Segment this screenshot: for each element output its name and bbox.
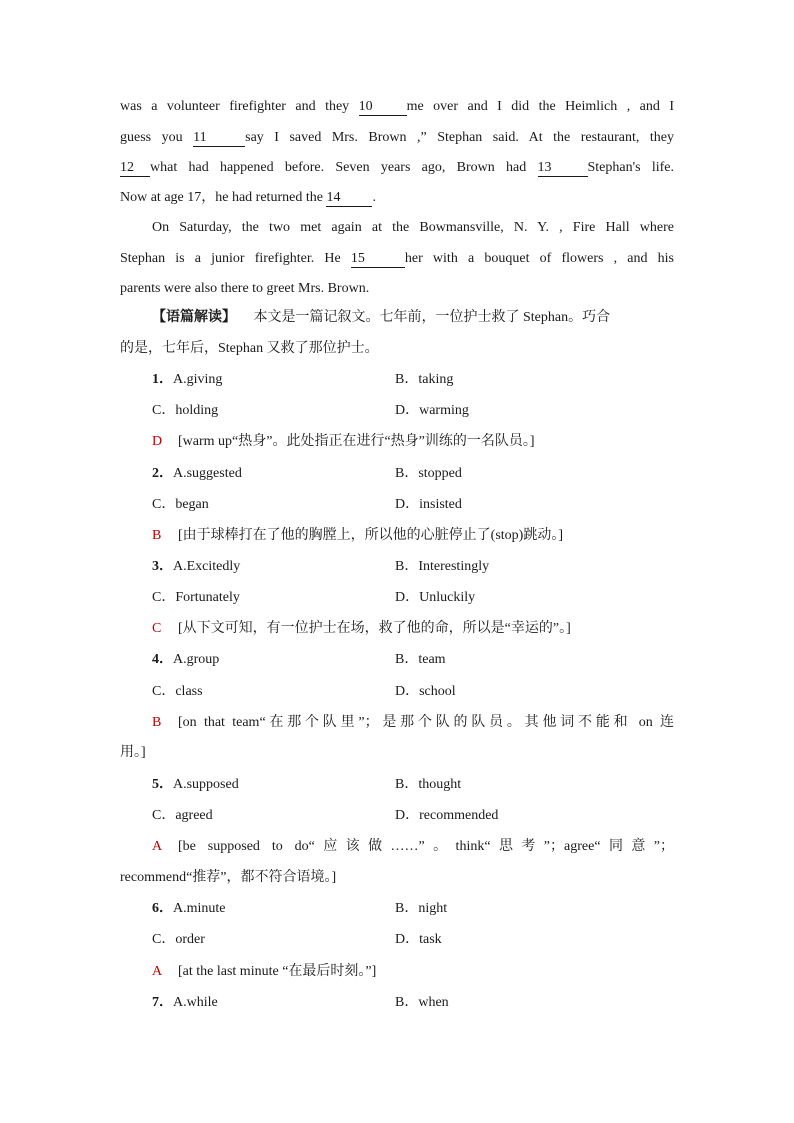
question-number: 7． [152,995,173,1010]
answer-letter: C [152,621,162,636]
question-5-option-d[interactable]: D．recommended [395,808,499,823]
answer-letter: B [152,528,162,543]
question-5-answer [152,837,674,857]
answer-explanation: [warm up“热身”。此处指正在进行“热身”训练的一名队员。] [178,434,535,449]
passage-text: me over and I did the Heimlich , and I [406,99,674,114]
question-3-option-a[interactable] [152,557,240,577]
passage-text: Stephan's life. [587,160,674,175]
question-1-option-d[interactable]: D．warming [395,403,469,418]
blank-15: 15 [351,251,405,268]
question-5-option-a[interactable] [152,775,239,795]
option-text: A.Excitedly [173,559,241,574]
question-2-option-d[interactable]: D．insisted [395,497,462,512]
option-text: A.suggested [173,466,242,481]
question-1-option-a[interactable] [152,370,222,390]
answer-letter: B [152,715,162,730]
question-4-option-b[interactable]: B．team [395,652,446,667]
answer-letter: A [152,964,163,979]
answer-explanation: [be supposed to do“应该做……”。think“思考”；agree“同意”； [178,839,674,854]
passage-text: Stephan is a junior firefighter. He [120,251,351,266]
question-4-answer [152,713,674,733]
passage-line-4 [120,188,674,208]
question-6-option-b[interactable]: B．night [395,901,448,916]
question-3-option-d[interactable]: D．Unluckily [395,590,476,605]
summary-title: 【语篇解读】 [152,310,236,325]
question-3-answer [152,619,571,639]
answer-letter: D [152,434,163,449]
passage-text: . [372,190,376,205]
question-2-option-a[interactable] [152,464,242,484]
summary-text: 本文是一篇记叙文。七年前，一位护士救了 Stephan。巧合 [253,310,611,325]
blank-14: 14 [326,190,372,207]
question-2-answer [152,526,563,546]
blank-11: 11 [193,130,245,147]
blank-13: 13 [538,160,588,177]
question-number: 2． [152,466,173,481]
passage-text: was a volunteer firefighter and they [120,99,359,114]
question-6-option-d[interactable]: D．task [395,932,442,947]
passage-line-6 [120,249,674,269]
question-6-answer [152,962,376,982]
question-5-answer-cont: recommend“推荐”，都不符合语境。] [120,870,337,885]
passage-text: say I saved Mrs. Brown ,” Stephan said. At the restaurant, they [245,130,674,145]
option-text: A.supposed [173,777,239,792]
question-number: 3． [152,559,173,574]
question-5-option-c[interactable]: C．agreed [152,808,213,823]
question-4-option-c[interactable]: C．class [152,684,203,699]
answer-explanation: [由于球棒打在了他的胸膛上，所以他的心脏停止了(stop)跳动。] [178,528,563,543]
question-4-option-a[interactable] [152,650,219,670]
passage-text: Now at age 17，he had returned the [120,190,327,205]
answer-explanation: [on that team“在那个队里”；是那个队的队员。其他词不能和 on 连 [178,715,674,730]
answer-explanation: [at the last minute “在最后时刻。”] [178,964,377,979]
passage-line-1 [120,97,674,117]
passage-text: her with a bouquet of flowers , and his [404,251,674,266]
blank-12: 12 [120,160,150,177]
passage-line-7: parents were also there to greet Mrs. Brown. [120,281,370,296]
question-2-option-c[interactable]: C．began [152,497,209,512]
option-text: A.giving [173,372,223,387]
question-7-option-b[interactable]: B．when [395,995,449,1010]
question-6-option-a[interactable] [152,899,226,919]
question-number: 1． [152,372,173,387]
question-7-option-a[interactable] [152,993,218,1013]
option-text: A.minute [173,901,226,916]
question-number: 5． [152,777,173,792]
passage-text: what had happened before. Seven years ago, Brown had [150,160,538,175]
question-4-answer-cont: 用。] [120,745,146,760]
question-number: 6． [152,901,173,916]
answer-letter: A [152,839,163,854]
blank-10: 10 [359,99,407,116]
passage-text: guess you [120,130,194,145]
answer-explanation: [从下文可知，有一位护士在场，救了他的命，所以是“幸运的”。] [178,621,571,636]
summary-line-2: 的是，七年后，Stephan 又救了那位护士。 [120,341,379,356]
question-3-option-b[interactable]: B．Interestingly [395,559,490,574]
question-1-answer [152,432,535,452]
question-1-option-b[interactable]: B．taking [395,372,454,387]
question-5-option-b[interactable]: B．thought [395,777,462,792]
option-text: A.while [173,995,218,1010]
passage-line-2 [120,128,674,148]
passage-line-3 [120,158,674,178]
option-text: A.group [173,652,220,667]
question-2-option-b[interactable]: B．stopped [395,466,462,481]
question-4-option-d[interactable]: D．school [395,684,456,699]
question-number: 4． [152,652,173,667]
summary-line-1 [152,308,674,328]
question-6-option-c[interactable]: C．order [152,932,205,947]
question-1-option-c[interactable]: C．holding [152,403,219,418]
question-3-option-c[interactable]: C．Fortunately [152,590,240,605]
passage-line-5: On Saturday, the two met again at the Bowmansville, N. Y. , Fire Hall where [152,220,674,235]
